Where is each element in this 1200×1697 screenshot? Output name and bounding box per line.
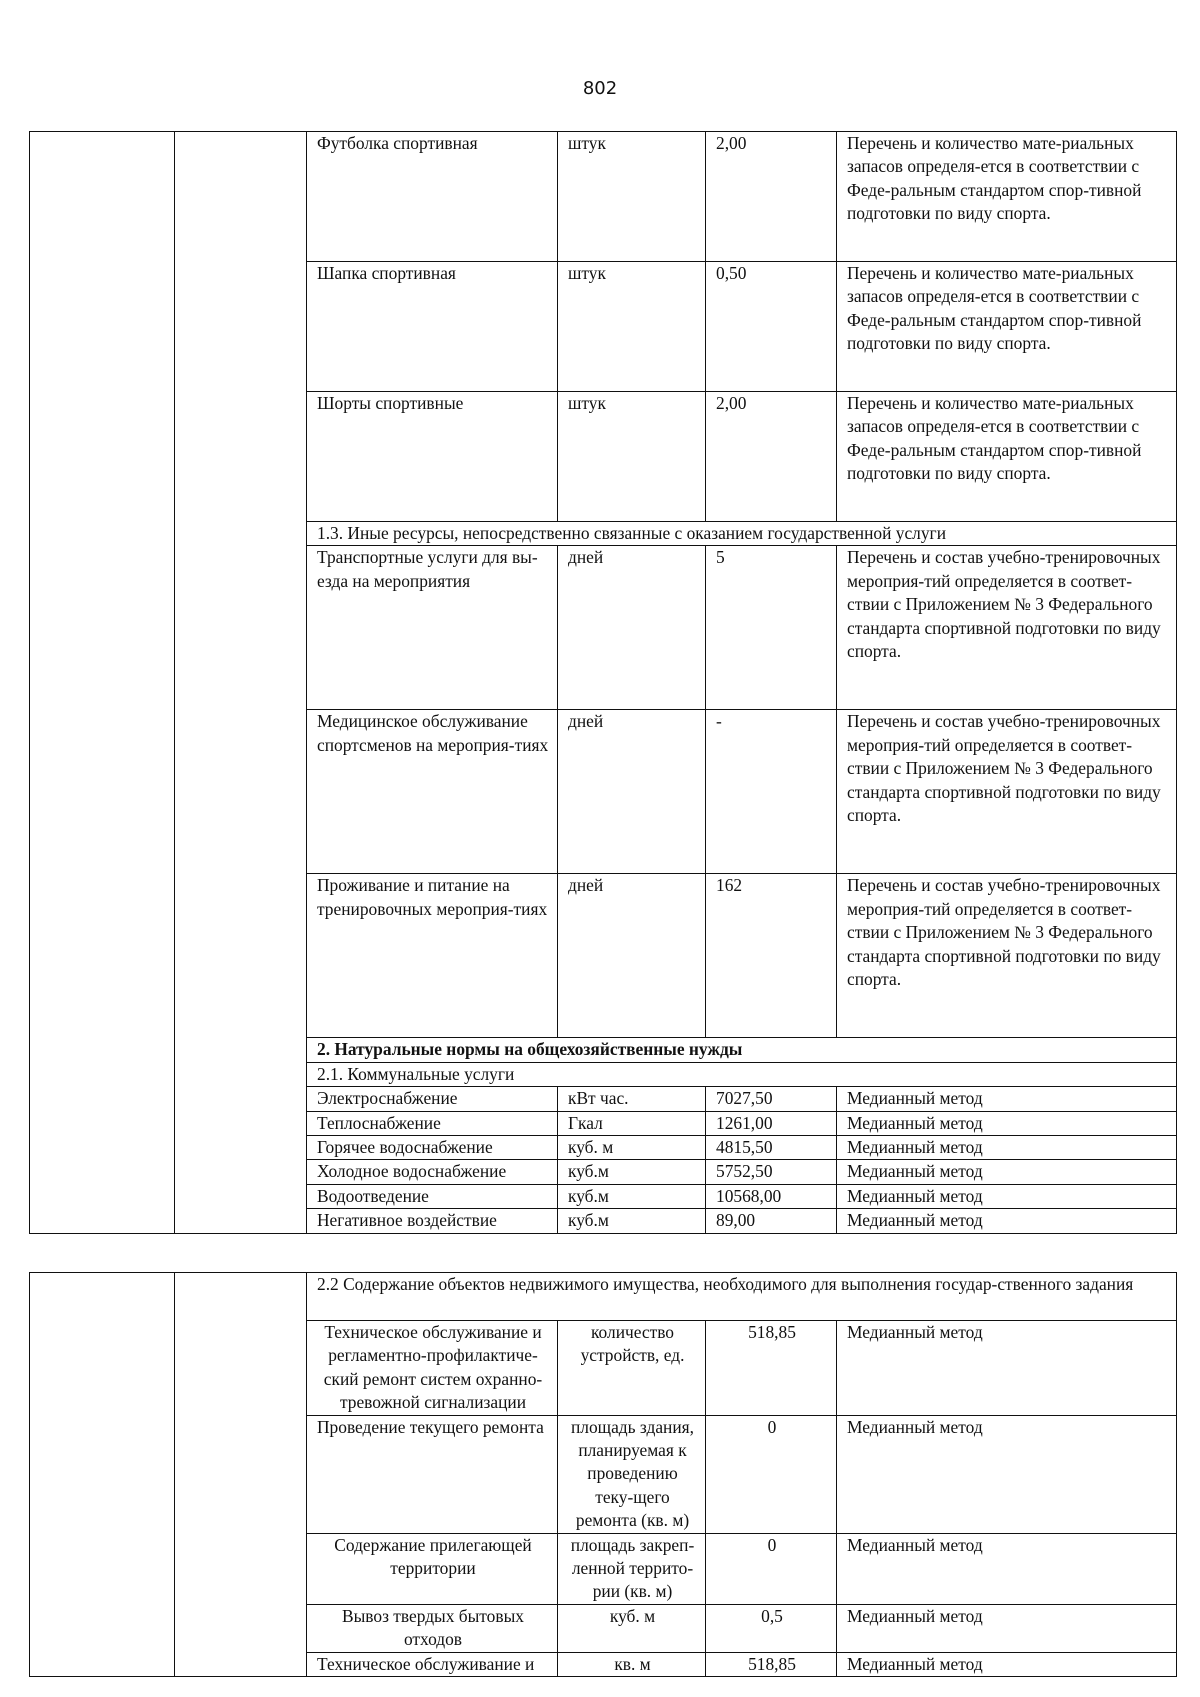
item-name: Горячее водоснабжение	[307, 1136, 558, 1160]
item-value: 0,50	[706, 262, 837, 392]
item-note: Перечень и количество мате-риальных запасов определя-ется в соответствии с Феде-ральным стандартом спор-тивной подготовки по виду спорта.	[837, 262, 1177, 392]
item-name: Негативное воздействие	[307, 1209, 558, 1233]
item-note: Медианный метод	[837, 1652, 1177, 1676]
item-note: Медианный метод	[837, 1604, 1177, 1652]
item-unit: куб. м	[558, 1604, 706, 1652]
item-note: Медианный метод	[837, 1160, 1177, 1184]
item-value: 2,00	[706, 132, 837, 262]
item-value: 1261,00	[706, 1111, 837, 1135]
norms-table-continued	[29, 1272, 1177, 1677]
item-name: Холодное водоснабжение	[307, 1160, 558, 1184]
item-note: Медианный метод	[837, 1209, 1177, 1233]
item-value: 5752,50	[706, 1160, 837, 1184]
empty-cell	[30, 132, 175, 1234]
item-name: Содержание прилегающей территории	[307, 1533, 558, 1604]
item-unit: площадь здания, планируемая к проведению теку-щего ремонта (кв. м)	[558, 1415, 706, 1533]
item-name: Медицинское обслуживание спортсменов на мероприя-тиях	[307, 710, 558, 874]
item-value: 162	[706, 874, 837, 1038]
item-value: 4815,50	[706, 1136, 837, 1160]
item-value: 0	[706, 1415, 837, 1533]
table-row	[30, 132, 1177, 262]
item-name: Водоотведение	[307, 1184, 558, 1208]
item-name: Электроснабжение	[307, 1087, 558, 1111]
item-name: Шапка спортивная	[307, 262, 558, 392]
item-name: Проживание и питание на тренировочных мероприя-тиях	[307, 874, 558, 1038]
section-heading-2: 2. Натуральные нормы на общехозяйственные нужды	[307, 1038, 1177, 1062]
item-unit: дней	[558, 874, 706, 1038]
item-unit: куб.м	[558, 1160, 706, 1184]
item-note: Перечень и состав учебно-тренировочных мероприя-тий определяется в соответ-ствии с Приложением № 3 Федерального стандарта спортивной подготовки по виду спорта.	[837, 874, 1177, 1038]
item-note: Медианный метод	[837, 1136, 1177, 1160]
item-unit: штук	[558, 392, 706, 522]
item-unit: штук	[558, 262, 706, 392]
section-heading-2-1: 2.1. Коммунальные услуги	[307, 1062, 1177, 1086]
norms-table	[29, 131, 1177, 1234]
item-unit: Гкал	[558, 1111, 706, 1135]
item-unit: кв. м	[558, 1652, 706, 1676]
item-unit: кВт час.	[558, 1087, 706, 1111]
item-note: Перечень и количество мате-риальных запасов определя-ется в соответствии с Феде-ральным стандартом спор-тивной подготовки по виду спорта.	[837, 132, 1177, 262]
empty-cell	[30, 1273, 175, 1677]
item-name: Шорты спортивные	[307, 392, 558, 522]
item-value: -	[706, 710, 837, 874]
item-note: Перечень и состав учебно-тренировочных мероприя-тий определяется в соответ-ствии с Приложением № 3 Федерального стандарта спортивной подготовки по виду спорта.	[837, 546, 1177, 710]
empty-cell	[175, 1273, 307, 1677]
item-value: 5	[706, 546, 837, 710]
item-note: Медианный метод	[837, 1184, 1177, 1208]
section-row	[30, 1273, 1177, 1321]
item-unit: куб.м	[558, 1209, 706, 1233]
item-name: Теплоснабжение	[307, 1111, 558, 1135]
item-name: Вывоз твердых бытовых отходов	[307, 1604, 558, 1652]
item-unit: дней	[558, 710, 706, 874]
item-note: Медианный метод	[837, 1533, 1177, 1604]
item-unit: площадь закреп-ленной террито-рии (кв. м)	[558, 1533, 706, 1604]
item-unit: дней	[558, 546, 706, 710]
item-unit: количество устройств, ед.	[558, 1321, 706, 1416]
item-value: 518,85	[706, 1652, 837, 1676]
section-heading-1-3: 1.3. Иные ресурсы, непосредственно связанные с оказанием государственной услуги	[307, 522, 1177, 546]
item-note: Медианный метод	[837, 1415, 1177, 1533]
page-number: 802	[582, 78, 618, 99]
item-note: Медианный метод	[837, 1087, 1177, 1111]
item-name: Техническое обслуживание и регламентно-профилактиче-ский ремонт систем охранно-тревожной сигнализации	[307, 1321, 558, 1416]
item-note: Медианный метод	[837, 1111, 1177, 1135]
item-name: Транспортные услуги для вы-езда на мероприятия	[307, 546, 558, 710]
item-value: 0	[706, 1533, 837, 1604]
item-value: 0,5	[706, 1604, 837, 1652]
item-unit: штук	[558, 132, 706, 262]
item-name: Футболка спортивная	[307, 132, 558, 262]
item-note: Медианный метод	[837, 1321, 1177, 1416]
item-unit: куб. м	[558, 1136, 706, 1160]
empty-cell	[175, 132, 307, 1234]
item-note: Перечень и количество мате-риальных запасов определя-ется в соответствии с Феде-ральным стандартом спор-тивной подготовки по виду спорта.	[837, 392, 1177, 522]
item-value: 10568,00	[706, 1184, 837, 1208]
item-value: 2,00	[706, 392, 837, 522]
section-heading-2-2: 2.2 Содержание объектов недвижимого имущества, необходимого для выполнения государ-ственного задания	[307, 1273, 1177, 1321]
item-unit: куб.м	[558, 1184, 706, 1208]
item-name: Проведение текущего ремонта	[307, 1415, 558, 1533]
item-note: Перечень и состав учебно-тренировочных мероприя-тий определяется в соответ-ствии с Приложением № 3 Федерального стандарта спортивной подготовки по виду спорта.	[837, 710, 1177, 874]
item-value: 89,00	[706, 1209, 837, 1233]
item-value: 518,85	[706, 1321, 837, 1416]
item-value: 7027,50	[706, 1087, 837, 1111]
item-name: Техническое обслуживание и	[307, 1652, 558, 1676]
